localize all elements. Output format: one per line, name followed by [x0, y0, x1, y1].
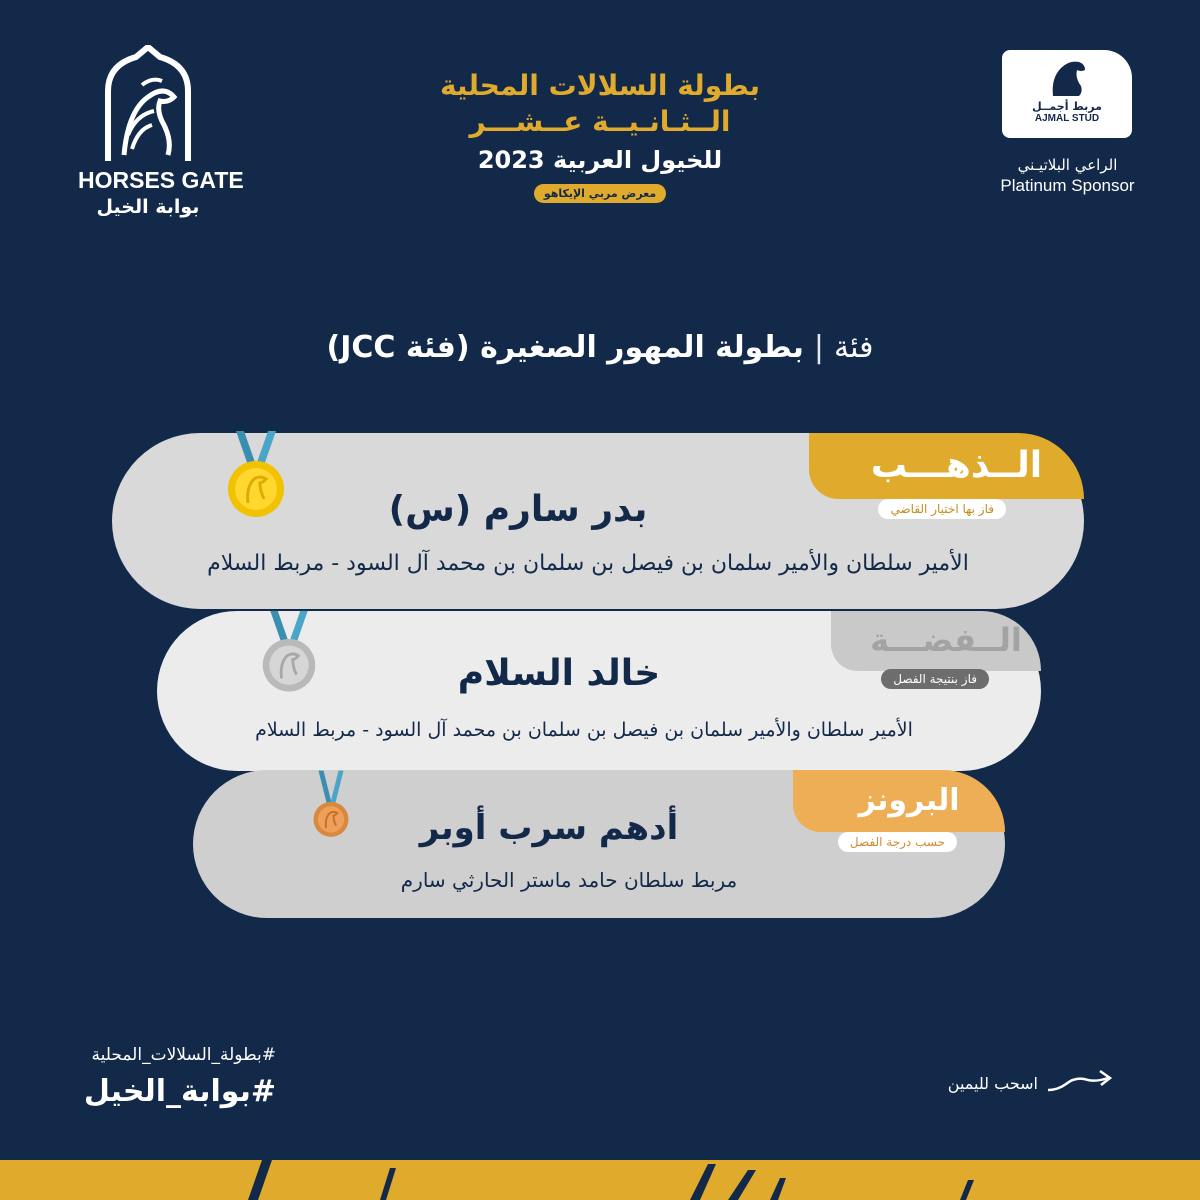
brand-name-en: HORSES GATE: [78, 167, 244, 193]
horses-gate-logo: [78, 45, 244, 225]
swipe-hint[interactable]: [947, 1068, 1160, 1108]
result-card-gold: [112, 433, 1084, 609]
category-heading: [300, 330, 900, 365]
medal-note-bronze: حسب درجة الفصل: [838, 832, 957, 852]
sponsor-label: [980, 156, 1155, 196]
horse-name-bronze: أدهم سرب أوبر: [419, 808, 679, 848]
event-title-line2: الــثـانـيــة عــشـــر: [469, 105, 731, 138]
event-title-line1: بطولة السلالات المحلية: [439, 69, 761, 102]
owner-bronze: مربط سلطان حامد ماستر الحارثي سارم: [400, 868, 738, 892]
hashtag-event[interactable]: #بطولة_السلالات_المحلية: [91, 1045, 276, 1065]
owner-gold: الأمير سلطان والأمير سلمان بن فيصل بن سلمان بن محمد آل السود - مربط السلام: [207, 551, 969, 576]
result-card-bronze: [193, 770, 1005, 918]
event-title: [380, 68, 820, 203]
medal-title-silver: الــفضـــة: [870, 621, 1022, 659]
medal-title-bronze: البرونز: [858, 783, 960, 818]
sponsor-logo: [1002, 50, 1132, 138]
horse-name-silver: خالد السلام: [457, 653, 661, 694]
medal-title-gold: الــذهـــب: [870, 445, 1043, 486]
sponsor-logo-ar: مربط أجمــل: [1032, 100, 1102, 113]
sponsor-logo-en: AJMAL STUD: [1034, 113, 1100, 124]
ajmal-horse-icon: [1045, 58, 1089, 98]
hashtag-brand[interactable]: #بوابة_الخيل: [83, 1074, 276, 1109]
brand-name-ar: بوابة الخيل: [96, 196, 200, 218]
result-card-silver: [157, 611, 1041, 771]
owner-silver: الأمير سلطان والأمير سلمان بن فيصل بن سلمان بن محمد آل السود - مربط السلام: [255, 719, 913, 741]
category-name: بطولة المهور الصغيرة (فئة JCC): [326, 330, 804, 365]
bottom-decorative-band: [0, 1160, 1200, 1200]
event-title-line3: للخيول العربية 2023: [477, 146, 723, 174]
sponsor-label-en: Platinum Sponsor: [1000, 176, 1135, 195]
medal-note-silver: فاز بنتيجة الفصل: [881, 669, 989, 689]
event-badge: معرض مربي الإيكاهو: [534, 184, 666, 203]
category-label: فئة: [834, 330, 874, 365]
swipe-label: اسحب لليمين: [947, 1074, 1038, 1093]
horse-head-logo-icon: [102, 45, 194, 163]
sponsor-label-ar: الراعي البلاتيـني: [1017, 156, 1118, 174]
medal-note-gold: فاز بها اختيار القاضي: [878, 499, 1006, 519]
swipe-arrow-icon: [1044, 1068, 1116, 1104]
band-pattern: [0, 1160, 1200, 1200]
horse-name-gold: بدر سارم (س): [388, 489, 648, 530]
category-separator: |: [813, 330, 825, 365]
